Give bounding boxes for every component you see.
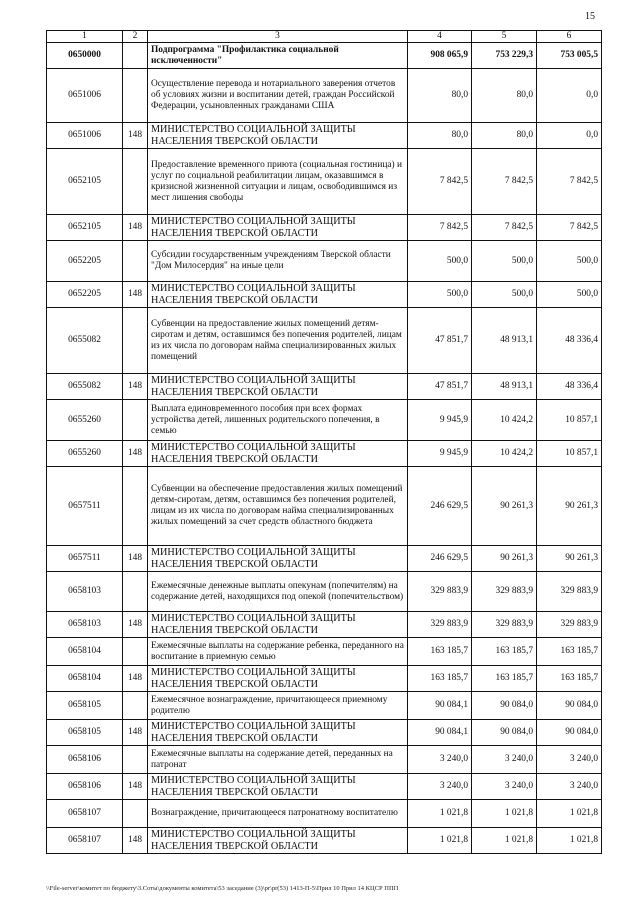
name-cell: Предоставление временного приюта (социальная гостиница) и услуг по социальной реабилитации лицам, оказавшимся в кризисной жизненной ситуации и лицам, освободившимся из мест лишения свободы — [148, 149, 408, 215]
value-2014-cell: 3 240,0 — [408, 746, 472, 774]
value-2016-cell: 500,0 — [537, 241, 602, 282]
code-cell: 0658106 — [47, 774, 123, 800]
name-cell: МИНИСТЕРСТВО СОЦИАЛЬНОЙ ЗАЩИТЫ НАСЕЛЕНИЯ ТВЕРСКОЙ ОБЛАСТИ — [148, 666, 408, 692]
value-2014-cell: 163 185,7 — [408, 638, 472, 666]
value-2014-cell: 500,0 — [408, 241, 472, 282]
ved-cell: 148 — [123, 123, 148, 149]
table-row — [47, 612, 602, 638]
ved-cell — [123, 69, 148, 123]
table-row — [47, 467, 602, 546]
value-2015-cell: 1 021,8 — [472, 800, 537, 828]
table-row — [47, 720, 602, 746]
col-header: 1 — [47, 31, 123, 43]
value-2014-cell: 3 240,0 — [408, 774, 472, 800]
value-2016-cell: 163 185,7 — [537, 666, 602, 692]
value-2016-cell: 48 336,4 — [537, 308, 602, 374]
value-2014-cell: 9 945,9 — [408, 441, 472, 467]
table-row — [47, 638, 602, 666]
value-2016-cell: 90 261,3 — [537, 546, 602, 572]
value-2015-cell: 90 261,3 — [472, 546, 537, 572]
value-2015-cell: 3 240,0 — [472, 746, 537, 774]
table-row — [47, 441, 602, 467]
value-2016-cell: 500,0 — [537, 282, 602, 308]
value-2015-cell: 3 240,0 — [472, 774, 537, 800]
value-2015-cell: 10 424,2 — [472, 441, 537, 467]
ved-cell — [123, 638, 148, 666]
ved-cell: 148 — [123, 374, 148, 400]
code-cell: 0658105 — [47, 720, 123, 746]
ved-cell — [123, 467, 148, 546]
name-cell: МИНИСТЕРСТВО СОЦИАЛЬНОЙ ЗАЩИТЫ НАСЕЛЕНИЯ ТВЕРСКОЙ ОБЛАСТИ — [148, 282, 408, 308]
value-2015-cell: 7 842,5 — [472, 215, 537, 241]
name-cell: МИНИСТЕРСТВО СОЦИАЛЬНОЙ ЗАЩИТЫ НАСЕЛЕНИЯ ТВЕРСКОЙ ОБЛАСТИ — [148, 828, 408, 854]
value-2016-cell: 1 021,8 — [537, 828, 602, 854]
ved-cell: 148 — [123, 441, 148, 467]
value-2016-cell: 3 240,0 — [537, 774, 602, 800]
code-cell: 0650000 — [47, 43, 123, 69]
table-row — [47, 308, 602, 374]
value-2016-cell: 90 084,0 — [537, 720, 602, 746]
name-cell: МИНИСТЕРСТВО СОЦИАЛЬНОЙ ЗАЩИТЫ НАСЕЛЕНИЯ ТВЕРСКОЙ ОБЛАСТИ — [148, 720, 408, 746]
table-row — [47, 572, 602, 612]
value-2014-cell: 47 851,7 — [408, 308, 472, 374]
ved-cell — [123, 308, 148, 374]
ved-cell: 148 — [123, 282, 148, 308]
name-cell: Ежемесячные выплаты на содержание детей, переданных на патронат — [148, 746, 408, 774]
code-cell: 0658103 — [47, 612, 123, 638]
ved-cell: 148 — [123, 774, 148, 800]
code-cell: 0652105 — [47, 149, 123, 215]
value-2014-cell: 908 065,9 — [408, 43, 472, 69]
name-cell: МИНИСТЕРСТВО СОЦИАЛЬНОЙ ЗАЩИТЫ НАСЕЛЕНИЯ ТВЕРСКОЙ ОБЛАСТИ — [148, 374, 408, 400]
value-2015-cell: 163 185,7 — [472, 666, 537, 692]
table-row — [47, 123, 602, 149]
ved-cell: 148 — [123, 720, 148, 746]
value-2014-cell: 1 021,8 — [408, 828, 472, 854]
name-cell: Ежемесячные выплаты на содержание ребенка, переданного на воспитание в приемную семью — [148, 638, 408, 666]
code-cell: 0658107 — [47, 800, 123, 828]
value-2015-cell: 80,0 — [472, 69, 537, 123]
value-2015-cell: 80,0 — [472, 123, 537, 149]
name-cell: Субсидии государственным учреждениям Тверской области "Дом Милосердия" на иные цели — [148, 241, 408, 282]
ved-cell — [123, 572, 148, 612]
name-cell: МИНИСТЕРСТВО СОЦИАЛЬНОЙ ЗАЩИТЫ НАСЕЛЕНИЯ ТВЕРСКОЙ ОБЛАСТИ — [148, 546, 408, 572]
table-row — [47, 546, 602, 572]
value-2015-cell: 500,0 — [472, 241, 537, 282]
value-2014-cell: 7 842,5 — [408, 149, 472, 215]
code-cell: 0655260 — [47, 400, 123, 441]
value-2014-cell: 329 883,9 — [408, 612, 472, 638]
table-row — [47, 746, 602, 774]
ved-cell: 148 — [123, 612, 148, 638]
ved-cell — [123, 746, 148, 774]
code-cell: 0658107 — [47, 828, 123, 854]
name-cell: Ежемесячные денежные выплаты опекунам (попечителям) на содержание детей, находящихся под опекой (попечительством) — [148, 572, 408, 612]
value-2015-cell: 7 842,5 — [472, 149, 537, 215]
value-2015-cell: 48 913,1 — [472, 374, 537, 400]
table-row — [47, 828, 602, 854]
name-cell: Осуществление перевода и нотариального заверения отчетов об условиях жизни и воспитании детей, граждан Российской Федерации, усыновленных гражданами США — [148, 69, 408, 123]
table-row — [47, 215, 602, 241]
value-2015-cell: 90 084,0 — [472, 720, 537, 746]
col-header: 2 — [123, 31, 148, 43]
value-2014-cell: 500,0 — [408, 282, 472, 308]
name-cell: Подпрограмма "Профилактика социальной исключенности" — [148, 43, 408, 69]
value-2014-cell: 246 629,5 — [408, 467, 472, 546]
value-2015-cell: 48 913,1 — [472, 308, 537, 374]
col-header: 6 — [537, 31, 602, 43]
table-row — [47, 43, 602, 69]
table-row — [47, 374, 602, 400]
ved-cell — [123, 43, 148, 69]
budget-table — [46, 30, 602, 854]
value-2015-cell: 90 084,0 — [472, 692, 537, 720]
value-2016-cell: 0,0 — [537, 69, 602, 123]
value-2014-cell: 80,0 — [408, 123, 472, 149]
col-header: 4 — [408, 31, 472, 43]
code-cell: 0658104 — [47, 638, 123, 666]
value-2014-cell: 329 883,9 — [408, 572, 472, 612]
table-row — [47, 149, 602, 215]
value-2014-cell: 1 021,8 — [408, 800, 472, 828]
code-cell: 0651006 — [47, 123, 123, 149]
value-2016-cell: 163 185,7 — [537, 638, 602, 666]
name-cell: МИНИСТЕРСТВО СОЦИАЛЬНОЙ ЗАЩИТЫ НАСЕЛЕНИЯ ТВЕРСКОЙ ОБЛАСТИ — [148, 215, 408, 241]
value-2016-cell: 329 883,9 — [537, 612, 602, 638]
code-cell: 0655260 — [47, 441, 123, 467]
name-cell: МИНИСТЕРСТВО СОЦИАЛЬНОЙ ЗАЩИТЫ НАСЕЛЕНИЯ ТВЕРСКОЙ ОБЛАСТИ — [148, 774, 408, 800]
value-2016-cell: 1 021,8 — [537, 800, 602, 828]
value-2015-cell: 753 229,3 — [472, 43, 537, 69]
value-2015-cell: 500,0 — [472, 282, 537, 308]
name-cell: Ежемесячное вознаграждение, причитающееся приемному родителю — [148, 692, 408, 720]
col-header: 3 — [148, 31, 408, 43]
value-2016-cell: 90 261,3 — [537, 467, 602, 546]
value-2016-cell: 10 857,1 — [537, 441, 602, 467]
ved-cell — [123, 400, 148, 441]
code-cell: 0655082 — [47, 308, 123, 374]
value-2014-cell: 7 842,5 — [408, 215, 472, 241]
ved-cell — [123, 692, 148, 720]
value-2015-cell: 1 021,8 — [472, 828, 537, 854]
ved-cell: 148 — [123, 828, 148, 854]
name-cell: Выплата единовременного пособия при всех формах устройства детей, лишенных родительского попечения, в семью — [148, 400, 408, 441]
value-2015-cell: 329 883,9 — [472, 572, 537, 612]
name-cell: Субвенции на обеспечение предоставления жилых помещений детям-сиротам, детям, оставшимся без попечения родителей, лицам из их числа по договорам найма специализированных жилых помещений за счет средств областного бюджета — [148, 467, 408, 546]
code-cell: 0652105 — [47, 215, 123, 241]
table-row — [47, 282, 602, 308]
value-2015-cell: 329 883,9 — [472, 612, 537, 638]
value-2016-cell: 10 857,1 — [537, 400, 602, 441]
ved-cell: 148 — [123, 666, 148, 692]
col-header: 5 — [472, 31, 537, 43]
value-2014-cell: 90 084,1 — [408, 720, 472, 746]
table-row — [47, 692, 602, 720]
value-2014-cell: 47 851,7 — [408, 374, 472, 400]
code-cell: 0655082 — [47, 374, 123, 400]
table-row — [47, 241, 602, 282]
page-number: 15 — [585, 11, 595, 22]
value-2016-cell: 48 336,4 — [537, 374, 602, 400]
ved-cell: 148 — [123, 215, 148, 241]
value-2016-cell: 7 842,5 — [537, 149, 602, 215]
table-row — [47, 69, 602, 123]
ved-cell: 148 — [123, 546, 148, 572]
value-2016-cell: 753 005,5 — [537, 43, 602, 69]
value-2015-cell: 10 424,2 — [472, 400, 537, 441]
value-2016-cell: 3 240,0 — [537, 746, 602, 774]
ved-cell — [123, 149, 148, 215]
table-row — [47, 774, 602, 800]
code-cell: 0651006 — [47, 69, 123, 123]
table-row — [47, 400, 602, 441]
value-2015-cell: 90 261,3 — [472, 467, 537, 546]
ved-cell — [123, 800, 148, 828]
name-cell: МИНИСТЕРСТВО СОЦИАЛЬНОЙ ЗАЩИТЫ НАСЕЛЕНИЯ ТВЕРСКОЙ ОБЛАСТИ — [148, 441, 408, 467]
header-row — [47, 31, 602, 43]
name-cell: МИНИСТЕРСТВО СОЦИАЛЬНОЙ ЗАЩИТЫ НАСЕЛЕНИЯ ТВЕРСКОЙ ОБЛАСТИ — [148, 612, 408, 638]
name-cell: МИНИСТЕРСТВО СОЦИАЛЬНОЙ ЗАЩИТЫ НАСЕЛЕНИЯ ТВЕРСКОЙ ОБЛАСТИ — [148, 123, 408, 149]
table-row — [47, 800, 602, 828]
value-2016-cell: 90 084,0 — [537, 692, 602, 720]
value-2014-cell: 246 629,5 — [408, 546, 472, 572]
name-cell: Субвенции на предоставление жилых помещений детям-сиротам и детям, оставшимся без попечения родителей, лицам из их числа по договорам найма специализированных жилых помещений — [148, 308, 408, 374]
table-row — [47, 666, 602, 692]
code-cell: 0652205 — [47, 241, 123, 282]
value-2014-cell: 9 945,9 — [408, 400, 472, 441]
code-cell: 0658104 — [47, 666, 123, 692]
value-2014-cell: 90 084,1 — [408, 692, 472, 720]
ved-cell — [123, 241, 148, 282]
value-2016-cell: 7 842,5 — [537, 215, 602, 241]
value-2016-cell: 0,0 — [537, 123, 602, 149]
value-2016-cell: 329 883,9 — [537, 572, 602, 612]
value-2015-cell: 163 185,7 — [472, 638, 537, 666]
name-cell: Вознаграждение, причитающееся патронатному воспитателю — [148, 800, 408, 828]
code-cell: 0657511 — [47, 546, 123, 572]
value-2014-cell: 163 185,7 — [408, 666, 472, 692]
code-cell: 0658105 — [47, 692, 123, 720]
value-2014-cell: 80,0 — [408, 69, 472, 123]
code-cell: 0658106 — [47, 746, 123, 774]
file-path-footer: \\File-server\комитет по бюджету\3.Соты\документы комитета\53 заседание (3)\pr\pr(53) 1413-П-5\Прил 10 Прил 14 КЦСР ППП — [46, 885, 399, 892]
code-cell: 0658103 — [47, 572, 123, 612]
code-cell: 0657511 — [47, 467, 123, 546]
code-cell: 0652205 — [47, 282, 123, 308]
